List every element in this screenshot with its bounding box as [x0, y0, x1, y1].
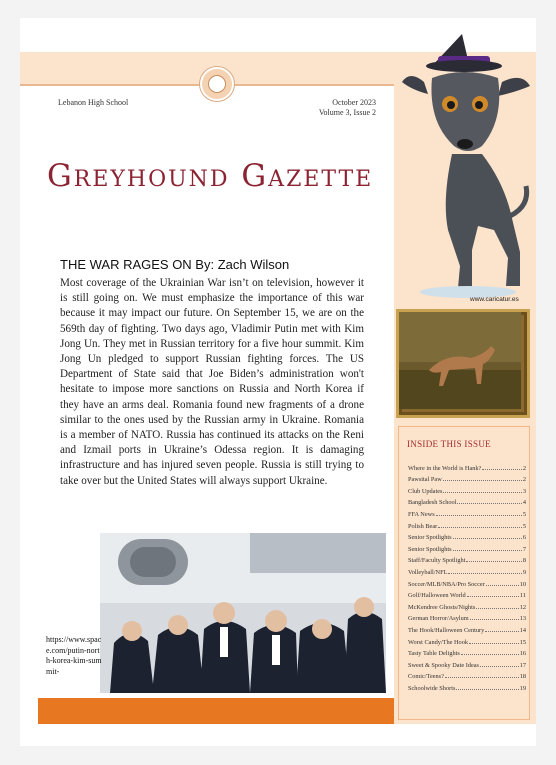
issue-volume: Volume 3, Issue 2 — [318, 108, 376, 117]
toc-item: Staff/Faculty Spotlight 8 — [408, 557, 526, 565]
inside-this-issue-box — [398, 426, 530, 720]
greyhound-painting — [396, 309, 530, 418]
masthead-title: Greyhound Gazette — [47, 158, 374, 194]
summit-photo-illustration — [100, 533, 386, 693]
toc-item: Soccer/MLB/NBA/Pro Soccer 10 — [408, 580, 526, 588]
toc-item: Polish Bear 5 — [408, 522, 526, 530]
toc-item: McKendree Ghosts/Nights 12 — [408, 603, 526, 611]
toc-item: Tasty Table Delights 16 — [408, 650, 526, 658]
toc-item: Senior Spotlights 7 — [408, 545, 526, 553]
banner-medallion — [200, 67, 234, 101]
toc-item: Schoolwide Shorts 19 — [408, 684, 526, 692]
toc-list — [408, 460, 526, 692]
toc-item: Bangladesh School 4 — [408, 499, 526, 507]
toc-item: FFA News 5 — [408, 510, 526, 518]
footer-accent-bar — [38, 698, 394, 724]
toc-item: Sweet & Spooky Date Ideas 17 — [408, 661, 526, 669]
toc-item: Volleyball/NFL 9 — [408, 568, 526, 576]
greyhound-mascot-illustration — [398, 30, 536, 300]
toc-item: The Hook/Halloween Century 14 — [408, 626, 526, 634]
toc-item: Club Updates 3 — [408, 487, 526, 495]
toc-item: Pawsital Paw 2 — [408, 476, 526, 484]
toc-item: Worst Candy/The Hook 15 — [408, 638, 526, 646]
toc-item: German Horror/Asylum 13 — [408, 615, 526, 623]
image-credit: www.caricatur.es — [470, 296, 519, 303]
toc-item: Golf/Halloween World 11 — [408, 592, 526, 600]
school-name: Lebanon High School — [58, 98, 129, 107]
toc-item: Senior Spotlights 6 — [408, 534, 526, 542]
article-body: Most coverage of the Ukrainian War isn’t on television, however it is still going on. We must emphasize the importance of this war because it may impact our future. On September 15, we are on the 569th day of fighting. Two days ago, Vladimir Putin met with Kim Jong Un. They met in Russian territory for a five hour summit. Kim Jong Un pledged to support Russian fighting forces. The US Department of State said that Joe Biden’s administration won't hesitate to impose more sanctions on Russia and North Korea if they have an arms deal. Romania found new fragments of a drone similar to the ones used by the Russian army in Ukraine. Romania is a member of NATO. Russia has continued its attacks on the Reni and Izmail ports in Ukraine’s Odessa region. It is damaging infrastructure and has injured seven people. Russia is still trying to take over but the United States will always support Ukraine. — [60, 277, 364, 487]
toc-item: Where in the World is Hank? 2 — [408, 464, 526, 472]
article-headline: THE WAR RAGES ON By: Zach Wilson — [60, 257, 290, 272]
photo-caption: https://www.space.com/putin-north-korea-kim-summit- — [46, 635, 102, 676]
toc-item: Comic/Teens? 18 — [408, 673, 526, 681]
issue-date: October 2023 — [332, 98, 376, 107]
article-photo — [100, 533, 386, 693]
toc-title: INSIDE THIS ISSUE — [407, 439, 491, 449]
